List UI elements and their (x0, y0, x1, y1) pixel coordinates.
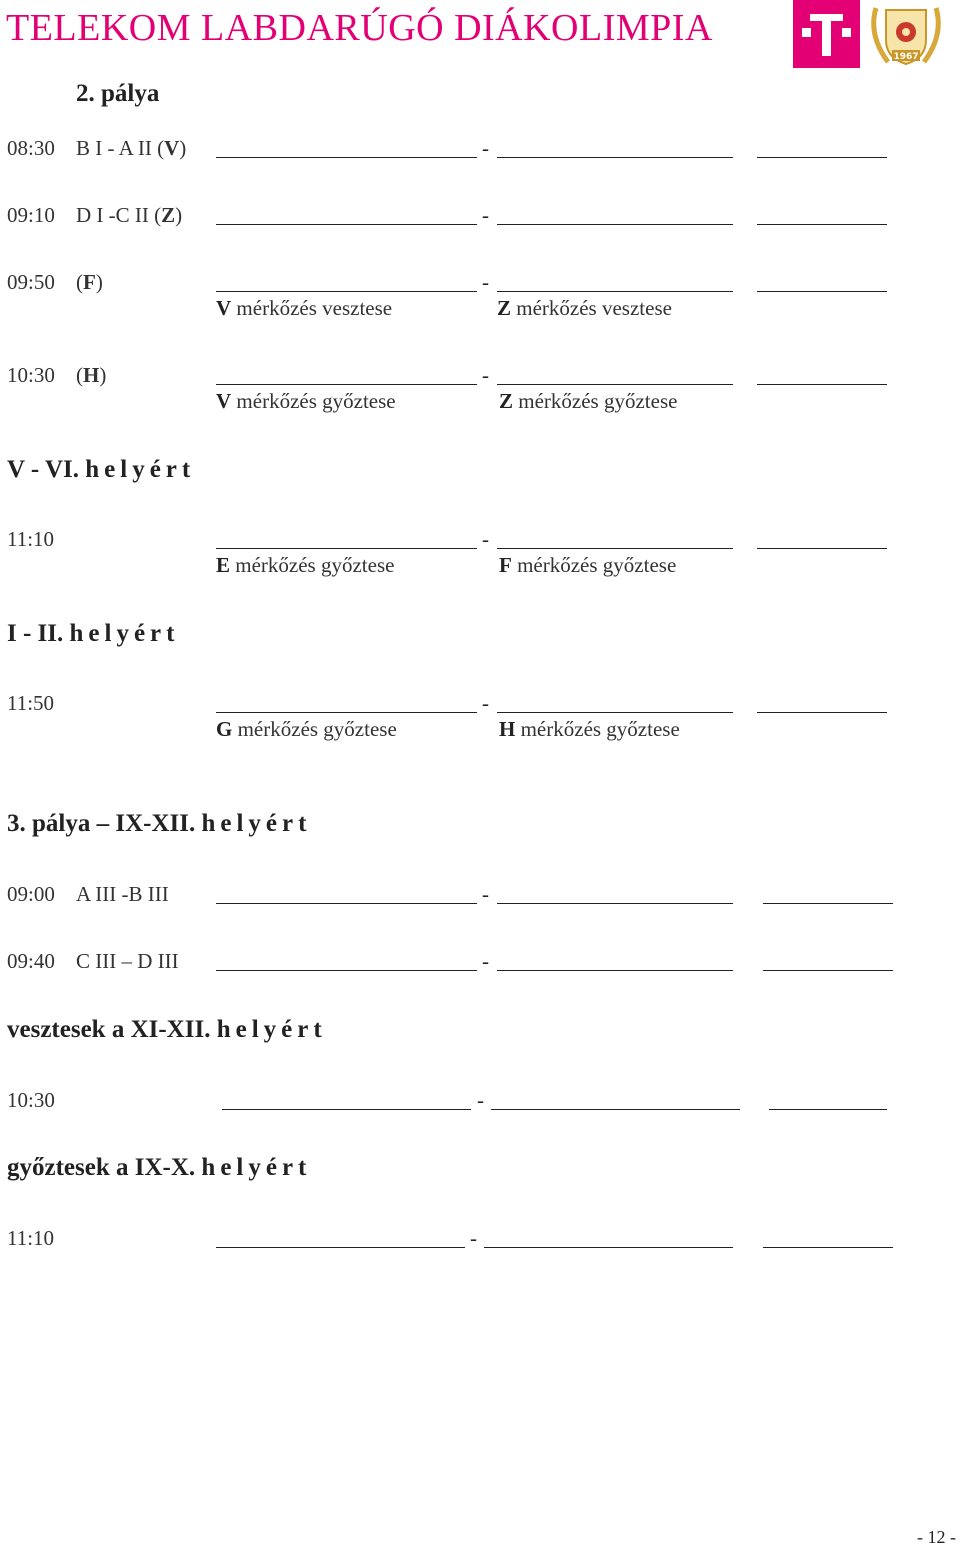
home-score-line[interactable] (216, 970, 477, 971)
home-score-line[interactable] (222, 1109, 471, 1110)
result-line[interactable] (763, 1247, 893, 1248)
match-time: 09:00 (7, 882, 55, 906)
result-line[interactable] (757, 224, 887, 225)
score-dash: - (482, 136, 489, 160)
score-dash: - (482, 363, 489, 387)
away-score-line[interactable] (497, 291, 733, 292)
away-score-line[interactable] (497, 384, 733, 385)
home-team-source: E mérkőzés győztese (216, 553, 395, 577)
away-score-line[interactable] (497, 970, 733, 971)
page-title: TELEKOM LABDARÚGÓ DIÁKOLIMPIA (6, 7, 713, 49)
match-teams: C III – D III (76, 949, 179, 973)
home-team-source: V mérkőzés vesztese (216, 296, 393, 320)
home-team-source: V mérkőzés győztese (216, 389, 396, 413)
match-code: (H) (76, 363, 107, 387)
away-score-line[interactable] (497, 903, 733, 904)
svg-text:1967: 1967 (893, 52, 919, 62)
score-dash: - (482, 691, 489, 715)
telekom-logo (793, 0, 860, 68)
match-time: 11:10 (7, 1226, 55, 1250)
home-score-line[interactable] (216, 224, 477, 225)
match-time: 08:30 (7, 136, 55, 160)
away-team-source: Z mérkőzés győztese (499, 389, 678, 413)
pitch3-heading: 3. pálya – IX-XII. helyért (7, 810, 312, 837)
result-line[interactable] (757, 548, 887, 549)
home-score-line[interactable] (216, 903, 477, 904)
score-dash: - (482, 949, 489, 973)
away-score-line[interactable] (484, 1247, 733, 1248)
away-score-line[interactable] (497, 224, 733, 225)
placement-9-10-heading: győztesek a IX-X. helyért (7, 1154, 312, 1181)
score-dash: - (482, 527, 489, 551)
diakolimpia-crest-logo (866, 0, 946, 70)
away-score-line[interactable] (491, 1109, 740, 1110)
placement-5-6-heading: V - VI. helyért (7, 456, 196, 483)
home-score-line[interactable] (216, 712, 477, 713)
away-team-source: Z mérkőzés vesztese (497, 296, 672, 320)
pitch2-title: 2. pálya (76, 80, 160, 107)
match-time: 11:10 (7, 527, 55, 551)
away-team-source: H mérkőzés győztese (499, 717, 680, 741)
away-score-line[interactable] (497, 712, 733, 713)
match-teams: D I -C II (Z) (76, 203, 183, 227)
placement-11-12-heading: vesztesek a XI-XII. helyért (7, 1016, 327, 1043)
away-team-source: F mérkőzés győztese (499, 553, 677, 577)
home-team-source: G mérkőzés győztese (216, 717, 397, 741)
result-line[interactable] (757, 712, 887, 713)
home-score-line[interactable] (216, 1247, 465, 1248)
home-score-line[interactable] (216, 157, 477, 158)
away-score-line[interactable] (497, 157, 733, 158)
score-dash: - (482, 882, 489, 906)
match-teams: A III -B III (76, 882, 169, 906)
match-time: 09:10 (7, 203, 55, 227)
match-time: 11:50 (7, 691, 55, 715)
match-time: 09:50 (7, 270, 55, 294)
placement-1-2-heading: I - II. helyért (7, 620, 180, 647)
home-score-line[interactable] (216, 291, 477, 292)
result-line[interactable] (757, 384, 887, 385)
result-line[interactable] (757, 157, 887, 158)
home-score-line[interactable] (216, 384, 477, 385)
match-code: (F) (76, 270, 103, 294)
score-dash: - (470, 1226, 477, 1250)
score-dash: - (482, 203, 489, 227)
result-line[interactable] (763, 970, 893, 971)
score-dash: - (477, 1088, 484, 1112)
result-line[interactable] (769, 1109, 887, 1110)
match-time: 10:30 (7, 363, 55, 387)
match-teams: B I - A II (V) (76, 136, 187, 160)
result-line[interactable] (757, 291, 887, 292)
score-dash: - (482, 270, 489, 294)
page-number: - 12 - (917, 1527, 956, 1547)
match-time: 09:40 (7, 949, 55, 973)
match-time: 10:30 (7, 1088, 55, 1112)
away-score-line[interactable] (497, 548, 733, 549)
result-line[interactable] (763, 903, 893, 904)
home-score-line[interactable] (216, 548, 477, 549)
